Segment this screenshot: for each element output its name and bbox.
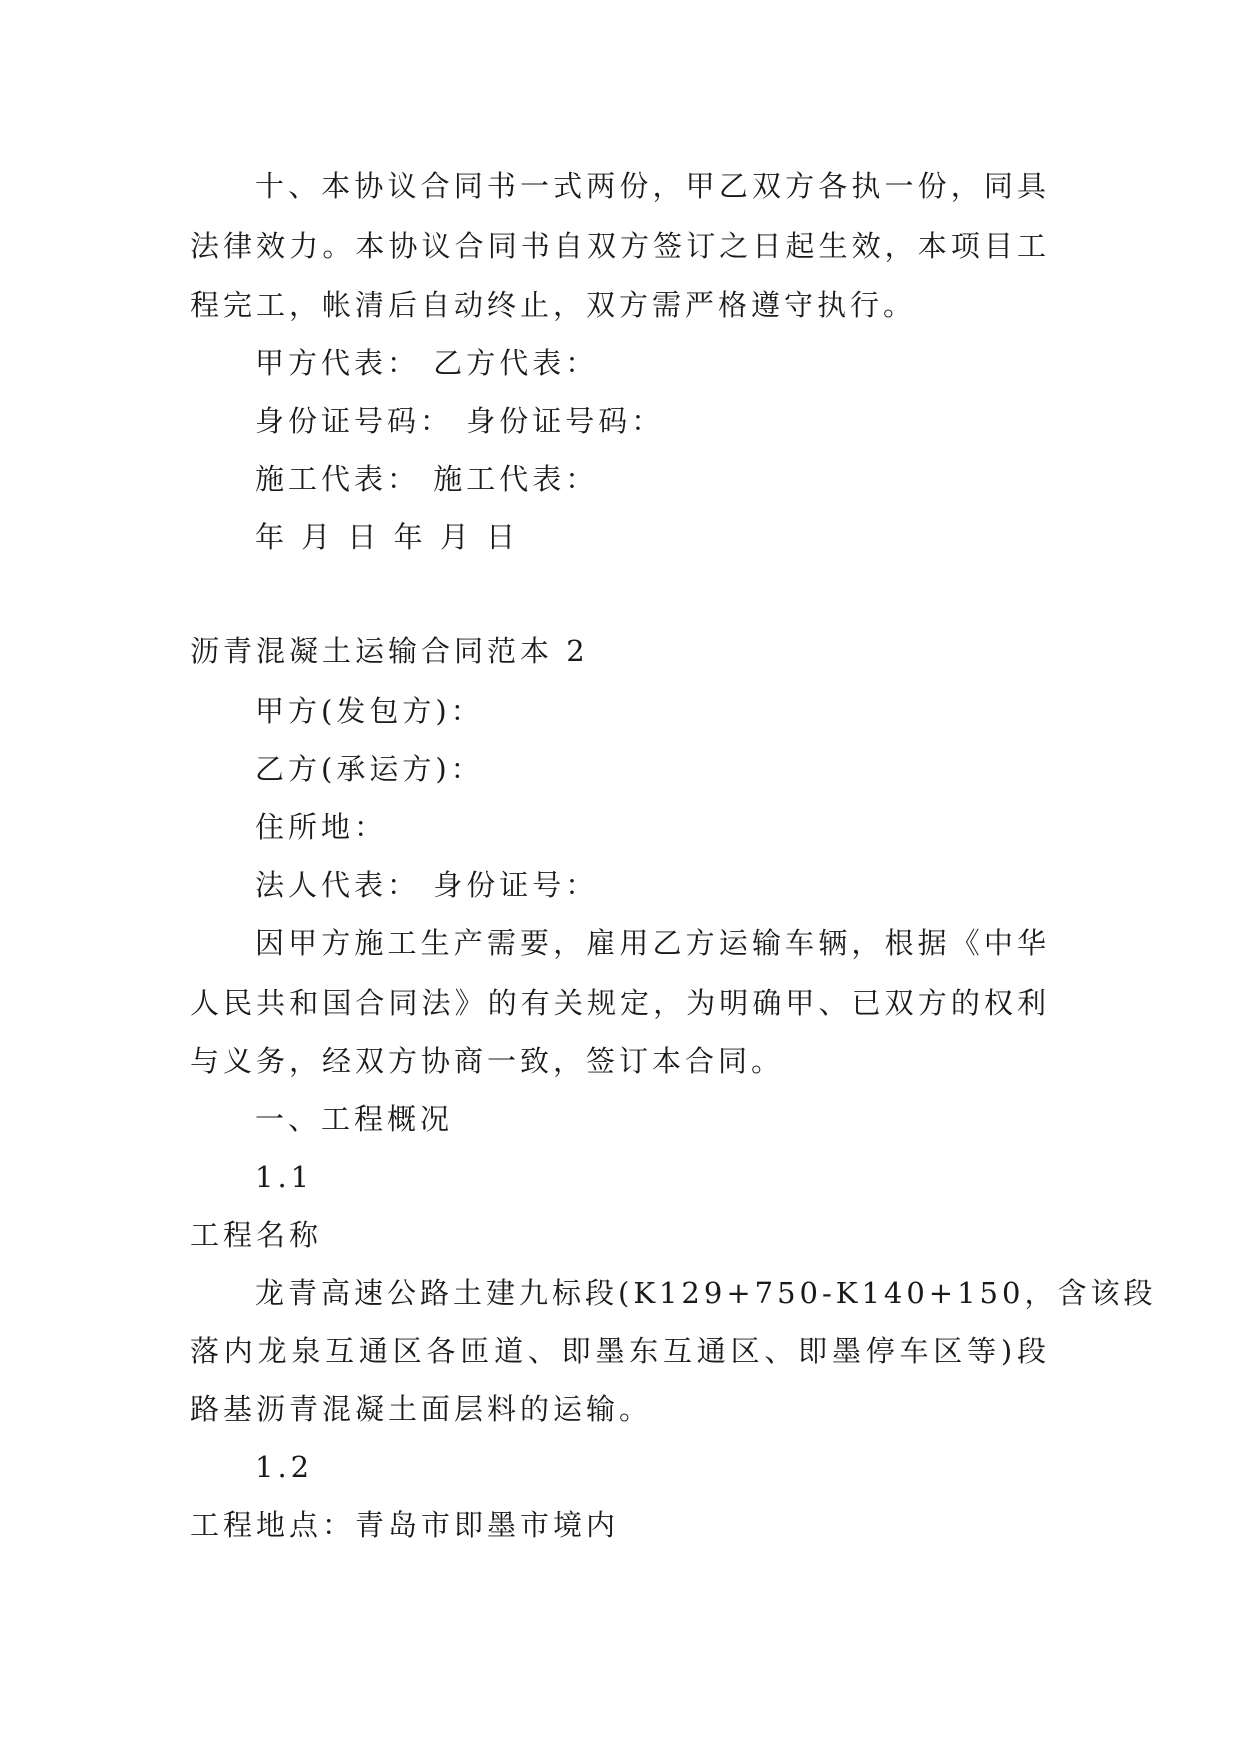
project-description-line-1: 龙青高速公路土建九标段(K129+750-K140+150，含该段 xyxy=(255,1276,1157,1310)
item-1-1-label: 工程名称 xyxy=(190,1218,323,1252)
clause-10-line-3: 程完工，帐清后自动终止，双方需严格遵守执行。 xyxy=(190,288,917,322)
id-numbers-line: 身份证号码： 身份证号码： xyxy=(255,404,665,438)
project-description-line-3: 路基沥青混凝土面层料的运输。 xyxy=(190,1392,653,1426)
clause-10-line-1: 十、本协议合同书一式两份，甲乙双方各执一份，同具 xyxy=(255,169,1050,203)
address-line: 住所地： xyxy=(255,810,388,844)
item-1-2-location: 工程地点：青岛市即墨市境内 xyxy=(190,1508,620,1542)
legal-representative-line: 法人代表： 身份证号： xyxy=(255,868,599,902)
party-a-line: 甲方(发包方)： xyxy=(255,694,484,728)
preamble-line-1: 因甲方施工生产需要，雇用乙方运输车辆，根据《中华 xyxy=(255,926,1050,960)
preamble-line-3: 与义务，经双方协商一致，签订本合同。 xyxy=(190,1044,785,1078)
signature-date-line: 年 月 日 年 月 日 xyxy=(255,520,520,554)
clause-10-line-2: 法律效力。本协议合同书自双方签订之日起生效，本项目工 xyxy=(190,229,1050,263)
project-description-line-2: 落内龙泉互通区各匝道、即墨东互通区、即墨停车区等)段 xyxy=(190,1334,1050,1368)
preamble-line-2: 人民共和国合同法》的有关规定，为明确甲、已双方的权利 xyxy=(190,986,1050,1020)
section-heading-project-overview: 一、工程概况 xyxy=(255,1102,454,1136)
party-representatives-line: 甲方代表： 乙方代表： xyxy=(255,346,599,380)
construction-representatives-line: 施工代表： 施工代表： xyxy=(255,462,599,496)
item-1-1-number: 1.1 xyxy=(255,1160,314,1194)
party-b-line: 乙方(承运方)： xyxy=(255,752,484,786)
contract-title: 沥青混凝土运输合同范本 2 xyxy=(190,634,589,668)
item-1-2-number: 1.2 xyxy=(255,1450,314,1484)
